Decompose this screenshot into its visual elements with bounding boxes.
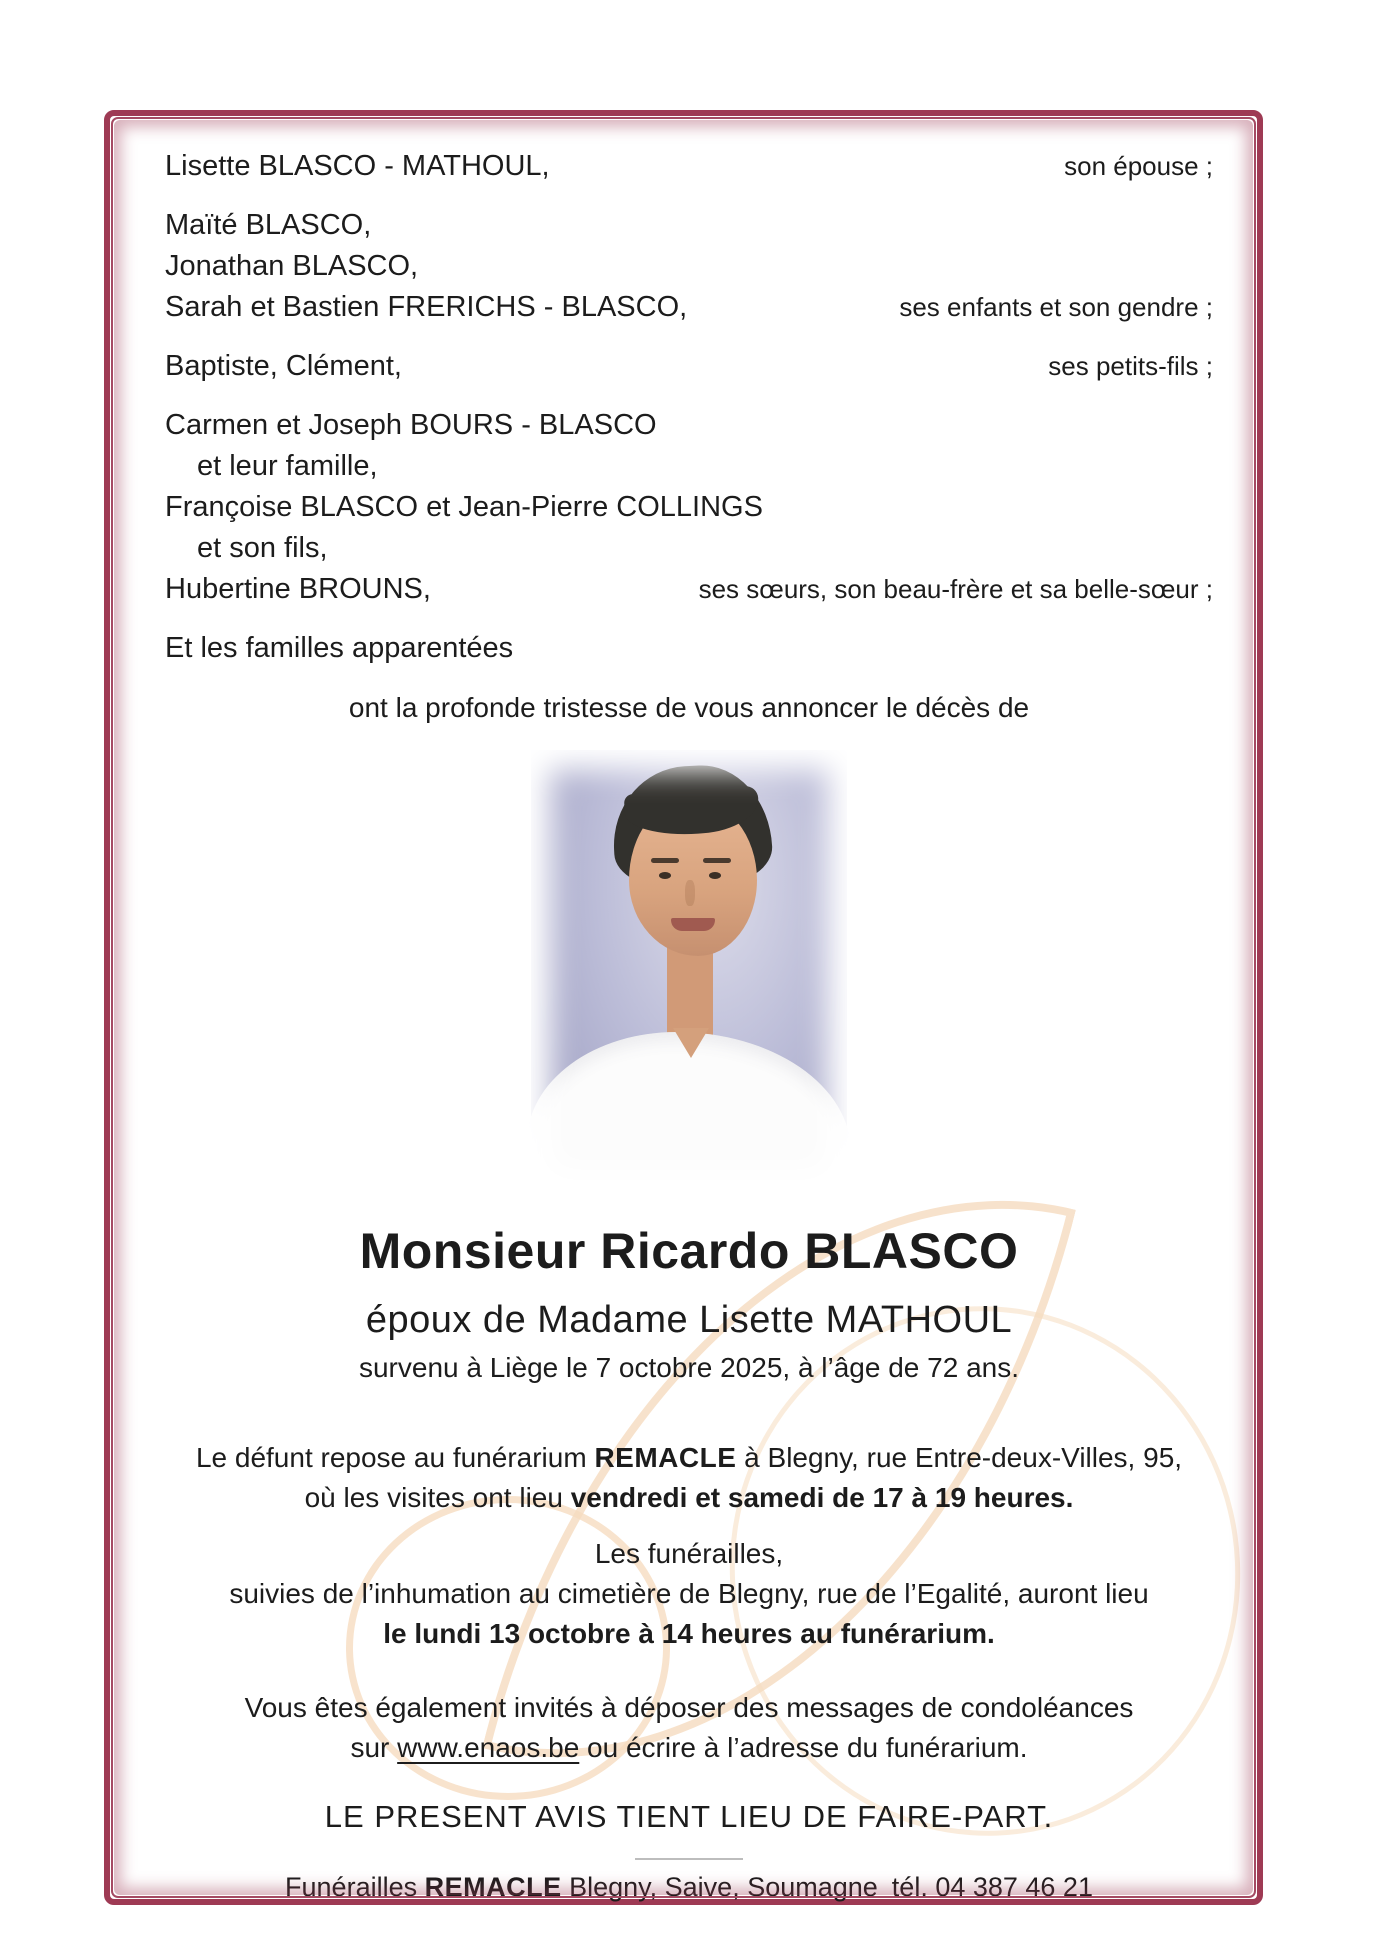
family-member-row: [165, 346, 1213, 387]
family-member-name: et leur famille,: [197, 450, 378, 482]
footer-text: Funérailles: [285, 1872, 425, 1902]
condolences-line-1: Vous êtes également invités à déposer des messages de condoléances: [244, 1692, 1134, 1723]
viewing-text: Le défunt repose au funérarium: [195, 1442, 595, 1473]
family-member-name: Jonathan BLASCO,: [165, 250, 419, 282]
family-member-name: Françoise BLASCO et Jean-Pierre COLLINGS: [165, 491, 763, 523]
viewing-line-2: [165, 1478, 1213, 1518]
relation-label: ses sœurs, son beau-frère et sa belle-sœur ;: [698, 574, 1213, 604]
death-line: survenu à Liège le 7 octobre 2025, à l’âge de 72 ans.: [358, 1352, 1020, 1383]
viewing-text: à Blegny, rue Entre-deux-Villes, 95,: [736, 1442, 1183, 1473]
photo-eyebrow: [651, 858, 679, 863]
enaos-link[interactable]: www.enaos.be: [397, 1732, 580, 1763]
family-member-row: [165, 528, 1213, 569]
photo-face: [629, 798, 757, 956]
photo-collar: [673, 1028, 709, 1058]
family-member-row: [165, 487, 1213, 528]
family-member-row: [165, 246, 1213, 287]
photo-shirt: [527, 1032, 851, 1192]
photo-eye: [709, 872, 721, 879]
photo-hair-fringe: [624, 785, 761, 838]
photo-neck: [667, 940, 713, 1044]
family-list: [165, 146, 1213, 669]
condolences-line-2: [165, 1728, 1213, 1768]
photo-nose: [685, 880, 695, 906]
announcement-content: [110, 116, 1257, 1902]
photo-mouth: [671, 918, 715, 931]
family-member-name: Lisette BLASCO - MATHOUL,: [165, 150, 550, 182]
footer-phone: tél. 04 387 46 21: [891, 1872, 1093, 1902]
photo-background: [531, 750, 847, 1190]
portrait-photo: [521, 740, 857, 1200]
deceased-name: Monsieur Ricardo BLASCO: [359, 1223, 1019, 1279]
family-member-name: Et les familles apparentées: [165, 632, 514, 664]
relation-label: son épouse ;: [1064, 151, 1213, 181]
family-member-row: [165, 146, 1213, 187]
faire-part-notice: LE PRESENT AVIS TIENT LIEU DE FAIRE-PART.: [324, 1799, 1054, 1834]
family-member-name: Hubertine BROUNS,: [165, 573, 431, 605]
funeral-line-3: le lundi 13 octobre à 14 heures au funérarium.: [383, 1618, 995, 1649]
relation-label: ses enfants et son gendre ;: [899, 292, 1213, 322]
footer-text: Blegny, Saive, Soumagne: [561, 1872, 878, 1902]
condolences-text: sur: [350, 1732, 398, 1763]
family-member-name: Baptiste, Clément,: [165, 350, 402, 382]
family-member-row: [165, 446, 1213, 487]
decorative-border: [104, 110, 1263, 1905]
family-member-row: [165, 205, 1213, 246]
family-member-name: Sarah et Bastien FRERICHS - BLASCO,: [165, 291, 688, 323]
funeral-home-name: REMACLE: [594, 1442, 737, 1473]
family-member-row: [165, 287, 1213, 328]
viewing-line-1: [165, 1438, 1213, 1478]
funeral-line-1: Les funérailles,: [594, 1538, 784, 1569]
viewing-hours: vendredi et samedi de 17 à 19 heures.: [570, 1482, 1074, 1513]
family-member-name: Carmen et Joseph BOURS - BLASCO: [165, 409, 657, 441]
photo-eyebrow: [703, 858, 731, 863]
relation-label: ses petits-fils ;: [1048, 351, 1213, 381]
footer-divider: [635, 1858, 743, 1860]
announcement-intro: ont la profonde tristesse de vous annoncer le décès de: [348, 692, 1030, 723]
photo-eye: [659, 872, 671, 879]
family-member-name: et son fils,: [197, 532, 328, 564]
spouse-line: époux de Madame Lisette MATHOUL: [365, 1299, 1013, 1341]
family-member-row: [165, 569, 1213, 610]
photo-hair: [610, 762, 774, 892]
funeral-home-footer: [165, 1868, 1213, 1906]
funeral-home-name: REMACLE: [424, 1872, 562, 1902]
funeral-line-2: suivies de l’inhumation au cimetière de Blegny, rue de l’Egalité, auront lieu: [229, 1578, 1149, 1609]
family-closing-row: [165, 628, 1213, 669]
family-member-row: [165, 405, 1213, 446]
family-member-name: Maïté BLASCO,: [165, 209, 372, 241]
condolences-text: ou écrire à l’adresse du funérarium.: [579, 1732, 1028, 1763]
viewing-text: où les visites ont lieu: [304, 1482, 571, 1513]
